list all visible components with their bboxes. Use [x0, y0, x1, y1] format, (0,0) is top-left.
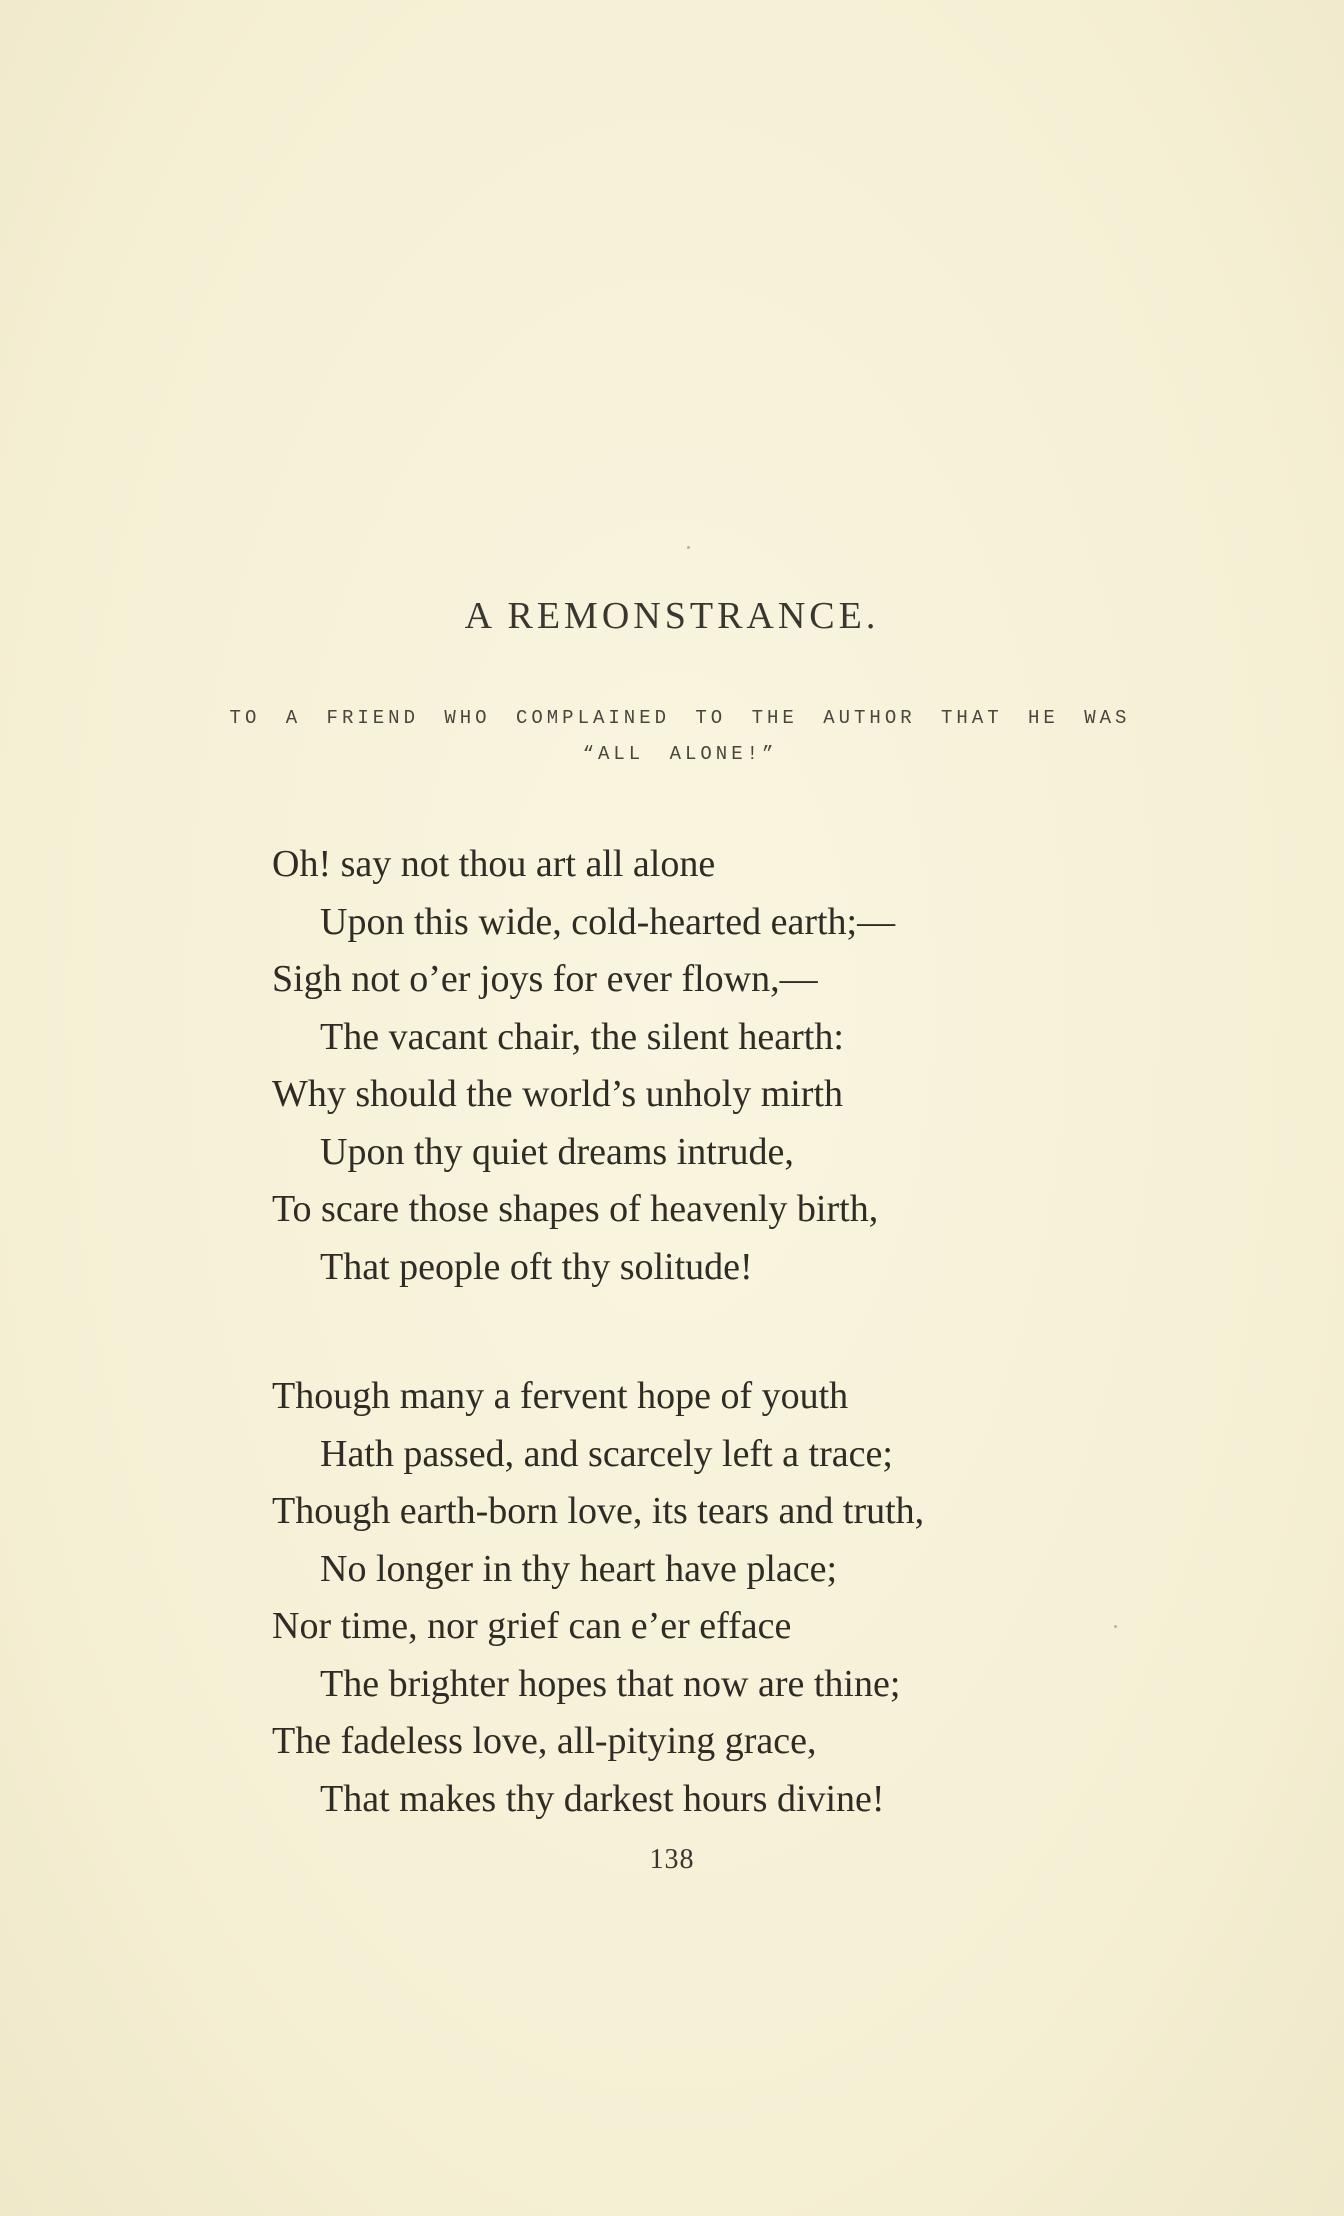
verse-line: Though many a fervent hope of youth — [272, 1375, 849, 1417]
verse-line: No longer in thy heart have place; — [320, 1547, 838, 1590]
verse-line: That makes thy darkest hours divine! — [320, 1777, 885, 1820]
subtitle-line: TO A FRIEND WHO COMPLAINED TO THE AUTHOR THAT HE WAS — [229, 707, 1131, 729]
verse-line: That people oft thy solitude! — [320, 1245, 753, 1288]
verse-line: Hath passed, and scarcely left a trace; — [320, 1432, 893, 1475]
poem-title: A REMONSTRANCE. — [464, 595, 880, 637]
verse-line: The vacant chair, the silent hearth: — [320, 1015, 844, 1058]
verse-line: Upon this wide, cold-hearted earth;— — [320, 900, 896, 943]
verse-line: To scare those shapes of heavenly birth, — [272, 1188, 879, 1230]
verse-line: Though earth-born love, its tears and truth, — [272, 1490, 925, 1532]
stanza-2 — [272, 1368, 1172, 1828]
verse-line: Upon thy quiet dreams intrude, — [320, 1130, 794, 1173]
ink-speck — [687, 546, 690, 549]
verse-line: The fadeless love, all-pitying grace, — [272, 1720, 817, 1762]
verse-line: Sigh not o’er joys for ever flown,— — [272, 958, 818, 1000]
verse-line: Oh! say not thou art all alone — [272, 843, 716, 885]
subtitle-line: “ALL ALONE!” — [582, 743, 778, 765]
verse-line: Nor time, nor grief can e’er efface — [272, 1605, 792, 1647]
page-number: 138 — [649, 1844, 695, 1875]
stanza-1 — [272, 836, 1172, 1296]
verse-line: Why should the world’s unholy mirth — [272, 1073, 844, 1115]
verse-line: The brighter hopes that now are thine; — [320, 1662, 901, 1705]
poem-subtitle — [180, 700, 1180, 772]
